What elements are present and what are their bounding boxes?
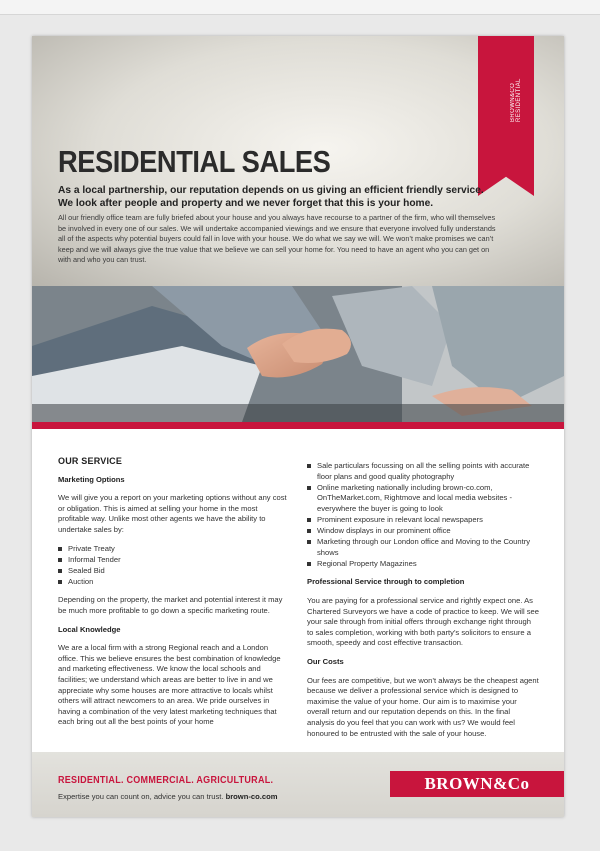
ribbon-bookmark [478, 36, 534, 196]
footer-website-link[interactable]: brown-co.com [225, 792, 278, 801]
list-item: Sealed Bid [58, 566, 288, 577]
marketing-features-list [307, 461, 539, 569]
list-item: Informal Tender [58, 555, 288, 566]
list-item: Window displays in our prominent office [307, 526, 539, 537]
ribbon-label: BROWN&CO RESIDENTIAL [510, 78, 522, 122]
brown-co-logo: BROWN&Co [390, 771, 564, 797]
list-item: Regional Property Magazines [307, 559, 539, 570]
photo-accent-bar [32, 422, 564, 429]
sales-methods-list [58, 544, 288, 588]
page-title: RESIDENTIAL SALES [58, 144, 331, 179]
footer-tagline: RESIDENTIAL. COMMERCIAL. AGRICULTURAL. [58, 775, 274, 786]
local-knowledge-text: We are a local firm with a strong Regional reach and a London office. This we believe ensures the best combination of knowledge and marketing effectiveness. We know the local schools and facilities; we understand which areas are better to live in and we appreciate why some houses are more attractive to locals whilst others will attract newcomers to an area. We pride ourselves in having a combination of the very latest marketing techniques that each bring out all the best points of your home [58, 643, 281, 727]
brochure-page [32, 36, 564, 817]
intro-paragraph: All our friendly office team are fully briefed about your house and you always have recourse to a partner of the firm, who will themselves be involved in every one of our sales. We will undertake accompanied viewings and we ensure that everyone involved fully understands all of the aspects why potential buyers could fall in love with your house. We do what we say we will. We won’t make promises we can’t keep and we will always give the true value that we believe we can sell your home for. You need to have an agent who you can get on with and who you can trust. [58, 213, 496, 264]
subheading-our-costs: Our Costs [307, 657, 344, 666]
our-costs-text: Our fees are competitive, but we won’t always be the cheapest agent because we deliver a professional service which is designed to maximise the value of your home. Our aim is to maximise your overall return and our reputation depends on this. In the final analysis do you feel that you can work with us? We would feel honoured to be entrusted with the sale of your house. [307, 675, 539, 738]
list-item: Marketing through our London office and Moving to the Country shows [307, 537, 539, 558]
professional-service-text: You are paying for a professional service and rightly expect one. As Chartered Surveyors we have a code of practice to keep. We will see your sale through from initial offers through exchange right through to sales completion, working with both party’s solicitors to ensure a smooth, speedy and cost effective transaction. [307, 596, 540, 648]
list-item: Sale particulars focussing on all the selling points with accurate floor plans and good quality photography [307, 461, 539, 482]
list-item: Online marketing nationally including brown-co.com, OnTheMarket.com, Rightmove and local media websites - everywhere the buyer is going to look [307, 483, 539, 515]
subheading-marketing-options: Marketing Options [58, 474, 125, 484]
list-item: Prominent exposure in relevant local newspapers [307, 515, 539, 526]
lead-paragraph: As a local partnership, our reputation depends on us giving an efficient friendly service. We look after people and property and we never forget that this is your home. [58, 185, 484, 209]
depending-text: Depending on the property, the market and potential interest it may be much more profitable to go down a specific marketing route. [58, 595, 283, 616]
subheading-local-knowledge: Local Knowledge [58, 624, 121, 634]
section-heading-our-service: OUR SERVICE [58, 456, 123, 466]
list-item: Auction [58, 577, 288, 588]
list-item: Private Treaty [58, 544, 288, 555]
service-column-left [58, 456, 288, 736]
handshake-illustration [32, 286, 564, 422]
marketing-options-text: We will give you a report on your marketing options without any cost or obligation. This is aimed at selling your home in the most profitable way. Unlike most other agents we have the ability to undertake sales by: [58, 493, 287, 534]
footer-slogan [58, 792, 277, 801]
footer-slogan-text: Expertise you can count on, advice you can trust. [58, 792, 226, 801]
subheading-professional-service: Professional Service through to completion [307, 577, 465, 587]
viewer-top-bar [0, 0, 600, 15]
service-column-right [307, 461, 539, 747]
handshake-photo [32, 286, 564, 422]
